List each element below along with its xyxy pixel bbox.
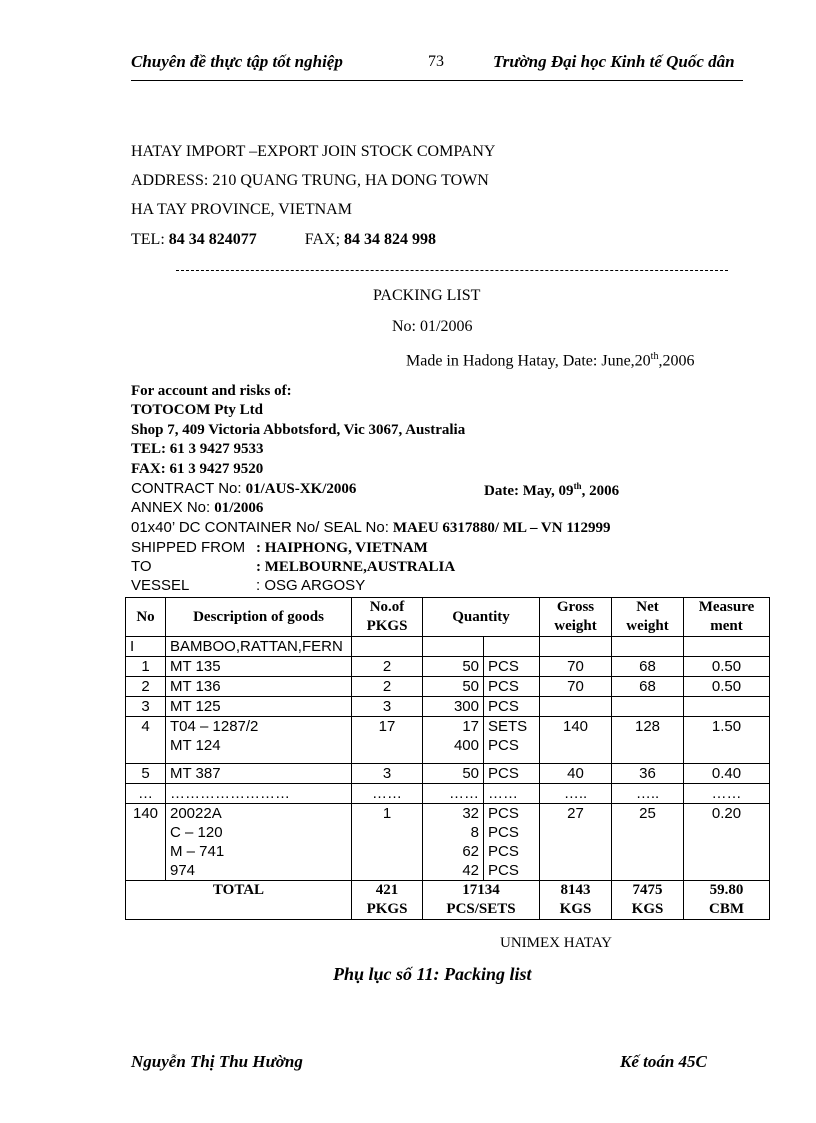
row-pkgs: 3 [352, 764, 423, 784]
vessel-value: : OSG ARGOSY [256, 577, 366, 594]
consignee-label: For account and risks of: [131, 383, 292, 399]
row-pkgs: …… [352, 784, 423, 804]
consignee-name: TOTOCOM Pty Ltd [131, 402, 263, 418]
row-gross: ….. [540, 784, 612, 804]
header-description: Description of goods [166, 598, 352, 637]
table-row [126, 657, 770, 677]
description-line: MT 387 [170, 765, 221, 782]
quantity-line: …… [449, 785, 479, 802]
table-row [126, 717, 770, 764]
caption: Phụ lục số 11: Packing list [333, 964, 532, 984]
row-unit [484, 717, 540, 764]
table-header-row [126, 598, 770, 637]
row-pkgs: 1 [352, 804, 423, 881]
row-description [166, 764, 352, 784]
row-no: … [126, 784, 166, 804]
consignee-fax: FAX: 61 3 9427 9520 [131, 461, 264, 477]
row-no: 2 [126, 677, 166, 697]
row-measurement: 0.20 [684, 804, 770, 881]
shipped-from-value: : HAIPHONG, VIETNAM [256, 540, 428, 556]
container-label: 01x40’ DC CONTAINER No/ SEAL No: [131, 519, 389, 536]
empty-cell [352, 637, 423, 657]
total-row [126, 881, 770, 920]
unit-line: PCS [488, 862, 519, 879]
made-in-year: ,2006 [658, 352, 695, 370]
row-pkgs: 2 [352, 677, 423, 697]
header-net-2: weight [626, 618, 669, 634]
company-phone-line [131, 231, 436, 249]
tel-value: 84 34 824077 [168, 231, 257, 248]
unit-line: PCS [488, 843, 519, 860]
row-no: 140 [126, 804, 166, 881]
row-net: 25 [612, 804, 684, 881]
contract-value: 01/AUS-XK/2006 [245, 481, 357, 497]
row-unit [484, 697, 540, 717]
annex-line [131, 499, 263, 517]
unit-line: …… [488, 785, 518, 802]
header-pkgs-2: PKGS [366, 618, 408, 634]
quantity-line: 8 [470, 824, 479, 841]
quantity-line: 50 [462, 678, 479, 695]
row-net: 68 [612, 677, 684, 697]
made-in-text: Made in Hadong Hatay, Date: June,20 [406, 352, 651, 370]
header-meas-2: ment [710, 618, 743, 634]
row-no: 3 [126, 697, 166, 717]
row-net: ….. [612, 784, 684, 804]
row-description [166, 804, 352, 881]
footer-left: Nguyễn Thị Thu Hường [131, 1052, 303, 1071]
row-measurement: 0.50 [684, 657, 770, 677]
contract-label: CONTRACT No: [131, 480, 242, 497]
header-gross-2: weight [554, 618, 597, 634]
total-qty-value: 17134 [462, 882, 500, 898]
header-left: Chuyên đề thực tập tốt nghiệp [131, 52, 343, 71]
row-description [166, 657, 352, 677]
row-gross: 27 [540, 804, 612, 881]
row-measurement: …… [684, 784, 770, 804]
header-meas-1: Measure [698, 599, 755, 615]
annex-label: ANNEX No: [131, 499, 211, 516]
document-title: PACKING LIST [373, 287, 481, 304]
signature: UNIMEX HATAY [500, 935, 612, 951]
header-pkgs [352, 598, 423, 637]
row-pkgs: 2 [352, 657, 423, 677]
quantity-line: 400 [453, 737, 479, 754]
footer-right: Kế toán 45C [620, 1052, 707, 1071]
total-pkgs [352, 881, 423, 920]
header-pkgs-1: No.of [369, 599, 405, 615]
total-net-unit: KGS [631, 901, 664, 917]
row-pkgs: 17 [352, 717, 423, 764]
header-net-1: Net [636, 599, 659, 615]
row-measurement [684, 697, 770, 717]
consignee-tel: TEL: 61 3 9427 9533 [131, 441, 264, 457]
description-line: T04 – 1287/2 [170, 718, 259, 735]
row-quantity [423, 784, 484, 804]
group-desc: BAMBOO,RATTAN,FERN [166, 637, 352, 657]
row-unit [484, 677, 540, 697]
row-quantity [423, 677, 484, 697]
description-line: MT 136 [170, 678, 221, 695]
total-meas-unit: CBM [709, 901, 745, 917]
annex-value: 01/2006 [214, 500, 264, 516]
description-line: …………………… [170, 785, 290, 802]
table-row [126, 804, 770, 881]
row-unit [484, 764, 540, 784]
row-quantity [423, 804, 484, 881]
header-gross-1: Gross [556, 599, 595, 615]
page-number: 73 [428, 53, 444, 70]
tel-label: TEL: [131, 231, 165, 248]
total-gross [540, 881, 612, 920]
container-line [131, 519, 611, 537]
description-line: MT 135 [170, 658, 221, 675]
item-rows [126, 657, 770, 881]
empty-cell [612, 637, 684, 657]
table-row [126, 784, 770, 804]
fax-value: 84 34 824 998 [344, 231, 437, 248]
unit-line: PCS [488, 658, 519, 675]
unit-line: PCS [488, 737, 519, 754]
shipped-from-label: SHIPPED FROM [131, 539, 246, 556]
contract-line [131, 480, 356, 498]
row-gross [540, 697, 612, 717]
total-gross-unit: KGS [559, 901, 592, 917]
consignee-address: Shop 7, 409 Victoria Abbotsford, Vic 3067, Australia [131, 422, 466, 438]
container-value: MAEU 6317880/ ML – VN 112999 [392, 520, 611, 536]
quantity-line: 62 [462, 843, 479, 860]
row-quantity [423, 764, 484, 784]
header-quantity: Quantity [423, 598, 540, 637]
empty-cell [540, 637, 612, 657]
row-measurement: 0.50 [684, 677, 770, 697]
unit-line: PCS [488, 678, 519, 695]
row-quantity [423, 717, 484, 764]
total-gross-value: 8143 [560, 882, 591, 898]
company-address-2: HA TAY PROVINCE, VIETNAM [131, 201, 352, 218]
row-net: 128 [612, 717, 684, 764]
group-row [126, 637, 770, 657]
empty-cell [484, 637, 540, 657]
description-line: 974 [170, 862, 196, 879]
quantity-line: 32 [462, 805, 479, 822]
row-unit [484, 784, 540, 804]
quantity-line: 17 [462, 718, 479, 735]
row-gross: 140 [540, 717, 612, 764]
unit-line: SETS [488, 718, 528, 735]
quantity-line: 42 [462, 862, 479, 879]
company-name: HATAY IMPORT –EXPORT JOIN STOCK COMPANY [131, 143, 496, 160]
header-right: Trường Đại học Kinh tế Quốc dân [493, 52, 735, 71]
total-qty-unit: PCS/SETS [446, 901, 516, 917]
row-gross: 40 [540, 764, 612, 784]
quantity-line: 50 [462, 658, 479, 675]
row-no: 4 [126, 717, 166, 764]
table-row [126, 677, 770, 697]
quantity-line: 50 [462, 765, 479, 782]
row-description [166, 697, 352, 717]
unit-line: PCS [488, 765, 519, 782]
total-qty [423, 881, 540, 920]
fax-label: FAX; [304, 231, 341, 248]
company-address-1: ADDRESS: 210 QUANG TRUNG, HA DONG TOWN [131, 172, 489, 189]
row-net: 36 [612, 764, 684, 784]
description-line: MT 124 [170, 737, 221, 754]
total-pkgs-value: 421 [375, 882, 399, 898]
unit-line: PCS [488, 824, 519, 841]
row-unit [484, 657, 540, 677]
description-line: 20022A [170, 805, 222, 822]
row-description [166, 677, 352, 697]
description-line: MT 125 [170, 698, 221, 715]
contract-date-sup: th [573, 481, 582, 491]
total-net [612, 881, 684, 920]
header-net [612, 598, 684, 637]
row-pkgs: 3 [352, 697, 423, 717]
total-pkgs-unit: PKGS [366, 901, 408, 917]
contract-date [484, 481, 619, 500]
contract-date-text: Date: May, 09 [484, 483, 574, 499]
row-quantity [423, 657, 484, 677]
to-value: : MELBOURNE,AUSTRALIA [256, 559, 456, 575]
row-description [166, 717, 352, 764]
row-net: 68 [612, 657, 684, 677]
packing-table [125, 597, 770, 920]
unit-line: PCS [488, 805, 519, 822]
row-gross: 70 [540, 657, 612, 677]
row-gross: 70 [540, 677, 612, 697]
row-description [166, 784, 352, 804]
description-line: M – 741 [170, 843, 225, 860]
empty-cell [684, 637, 770, 657]
row-measurement: 0.40 [684, 764, 770, 784]
row-no: 1 [126, 657, 166, 677]
row-no: 5 [126, 764, 166, 784]
made-in-date [406, 351, 694, 370]
to-label: TO [131, 558, 152, 575]
document-number: No: 01/2006 [392, 318, 473, 335]
total-meas-value: 59.80 [709, 882, 744, 898]
header-rule [131, 80, 743, 81]
total-measurement [684, 881, 770, 920]
table-row [126, 764, 770, 784]
header-no: No [126, 598, 166, 637]
total-net-value: 7475 [632, 882, 663, 898]
quantity-line: 300 [453, 698, 479, 715]
row-measurement: 1.50 [684, 717, 770, 764]
contract-date-year: , 2006 [581, 483, 620, 499]
unit-line: PCS [488, 698, 519, 715]
row-net [612, 697, 684, 717]
header-gross [540, 598, 612, 637]
group-no: I [126, 637, 166, 657]
header-measurement [684, 598, 770, 637]
description-line: C – 120 [170, 824, 223, 841]
empty-cell [423, 637, 484, 657]
vessel-label: VESSEL [131, 577, 190, 594]
total-label: TOTAL [126, 881, 352, 920]
table-row [126, 697, 770, 717]
row-quantity [423, 697, 484, 717]
row-unit [484, 804, 540, 881]
dashed-separator [176, 270, 728, 271]
made-in-sup: th [650, 351, 659, 362]
